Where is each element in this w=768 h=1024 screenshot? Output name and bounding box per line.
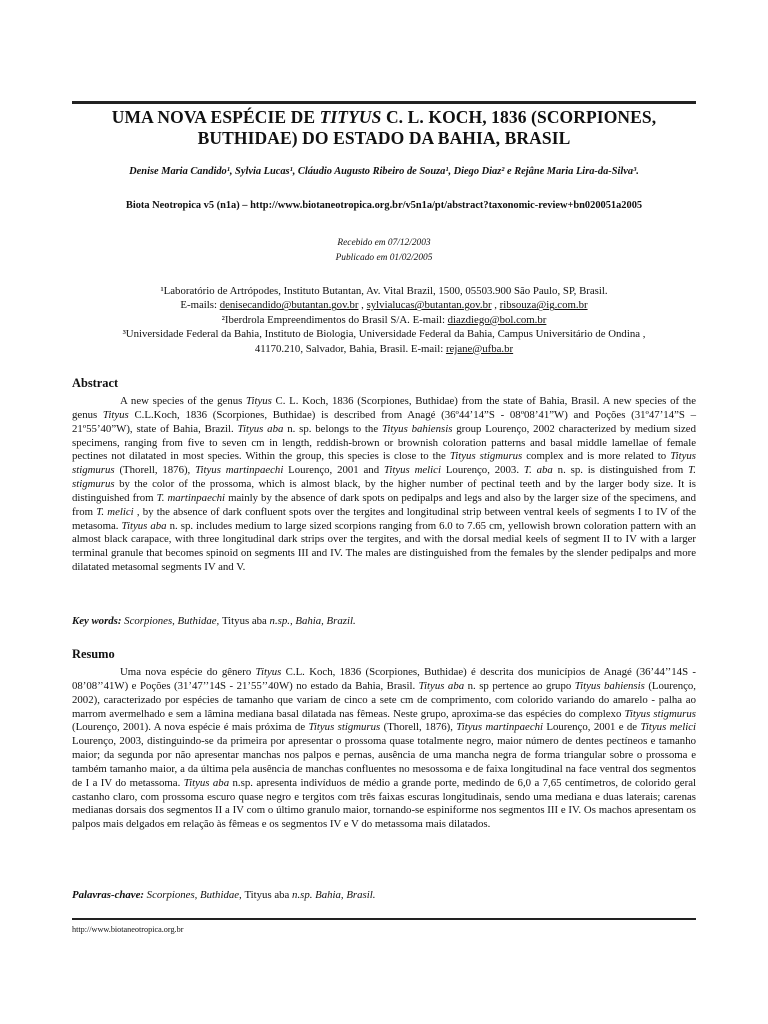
- published-date: Publicado em 01/02/2005: [335, 253, 433, 263]
- citation-line[interactable]: Biota Neotropica v5 (n1a) – http://www.biotaneotropica.org.br/v5n1a/pt/abstract?taxonomic-review+bn020051a2005: [125, 200, 643, 211]
- top-rule: [72, 101, 696, 104]
- email-link-lucas[interactable]: sylvialucas@butantan.gov.br: [366, 299, 492, 312]
- abstract-keywords: Key words: Scorpiones, Buthidae, Tityus aba n.sp., Bahia, Brazil.: [72, 615, 356, 627]
- affiliations: ¹Laboratório de Artrópodes, Instituto Butantan, Av. Vital Brazil, 1500, 05503.900 São Paulo, SP, Brasil. E-mails: denisecandido@butantan.gov.br , sylvialucas@butantan.gov.br , ribsouza@ig.com.br ²Iberdrola Empreendimentos do Brasil S/A. E-mail: diazdiego@bol.com.br ³Universidade Federal da Bahia, Instituto de Biologia, Universidade Federal da Bahia, Campus Universitário de Ondina , 41170.210, Salvador, Bahia, Brasil. E-mail: rejane@ufba.br: [122, 285, 646, 355]
- abstract-heading: Abstract: [72, 376, 119, 390]
- email-link-diaz[interactable]: diazdiego@bol.com.br: [447, 313, 547, 326]
- author-list: Denise Maria Candido¹, Sylvia Lucas¹, Cláudio Augusto Ribeiro de Souza¹, Diego Diaz² e Rejâne Maria Lira-da-Silva³.: [129, 166, 639, 177]
- abstract-text: A new species of the genus Tityus C. L. Koch, 1836 (Scorpiones, Buthidae) from the state of Bahia, Brasil. A new species of the genus Tityus C.L.Koch, 1836 (Scorpiones, Buthidae) is described from Anagé (36º44’14”S - 08º08’41”W) and Poções (31º47’14”S – 21º55’40”W), state of Bahia, Brazil. Tityus aba n. sp. belongs to the Tityus bahiensis group Lourenço, 2002 characterized by medium sized specimens, ranging from five to seven cm in length, reddish-brown or brownish coloration patterns and basal middle lamellae of female pectines not dilatated in most species. Within the group, this species is close to the Tityus stigmurus complex and is more related to Tityus stigmurus (Thorell, 1876), Tityus martinpaechi Lourenço, 2001 and Tityus melici Lourenço, 2003. T. aba n. sp. is distinguished from T. stigmurus by the color of the prossoma, which is almost black, by the higher number of pectinal teeth and by the larger body size. It is distinguished from T. martinpaechi mainly by the absence of dark spots on pedipalps and legs and also by the larger size of the specimens, and from T. melici , by the absence of dark confluent spots over the tergites and longitudinal strip between ventral keels of segments I to IV of the metasoma. Tityus aba n. sp. includes medium to large sized scorpions ranging from 6.0 to 7.65 cm, yellowish brown coloration pattern with an almost black carapace, with three longitudinal dark strips over the tergites, and with the dorsal medial keels of segment II to IV with a larger terminal granule that becomes spinoid on segments III and IV. The males are distinguished from the females by the slender pedipalps and more dilatated metasomal segments IV and V.: [72, 395, 697, 574]
- footer-url[interactable]: http://www.biotaneotropica.org.br: [72, 925, 184, 934]
- bottom-rule: [72, 918, 696, 920]
- resumo-keywords: Palavras-chave: Scorpiones, Buthidae, Tityus aba n.sp. Bahia, Brasil.: [72, 889, 376, 901]
- article-title: UMA NOVA ESPÉCIE DE TITYUS C. L. KOCH, 1836 (SCORPIONES, BUTHIDAE) DO ESTADO DA BAHIA, BRASIL: [111, 107, 657, 148]
- resumo-text: Uma nova espécie do gênero Tityus C.L. Koch, 1836 (Scorpiones, Buthidae) é descrita dos municípios de Anagé (36’44’’14S - 08’08’’41W) e Poções (31’47’’14S - 21’55’’40W) no estado da Bahia, Brasil. Tityus aba n. sp pertence ao grupo Tityus bahiensis (Lourenço, 2002), caracterizado por espécies de tamanho que variam de cinco a sete cm de comprimento, com colorido variando do amarelo - palha ao marrom avermelhado e sem a lâmina mediana basal dilatada nas fêmeas. Neste grupo, aproxima-se das espécies do complexo Tityus stigmurus (Lourenço, 2001). A nova espécie é mais próxima de Tityus stigmurus (Thorell, 1876), Tityus martinpaechi Lourenço, 2001 e de Tityus melici Lourenço, 2003, distinguindo-se da primeira por apresentar o prossoma quase totalmente negro, maior número de dentes pectíneos e tamanho maior; da segunda por não apresentar manchas nos palpos e pernas, ausência de uma mancha negra de forma triangular sobre o prossoma e também tamanho maior, a da última pela ausência de manchas confluentes no mesossoma e de faixa longitudinal na face ventral dos segmentos de I a IV do metassoma. Tityus aba n.sp. apresenta indivíduos de médio a grande porte, medindo de 6,0 a 7,65 centímetros, de colorido geral castanho claro, com prossoma escuro quase negro e tergitos com três faixas escuras longitudinais, sendo uma mediana e duas laterais; carenas medianas dorsais dos segmentos II a IV com o último granulo maior, tornando-se espiniforme nos segmentos III e IV. Os machos apresentam os palpos mais delgados em relação às fêmeas e os segmentos IV e V do metassoma mais dilatados.: [72, 666, 697, 831]
- email-link-lira[interactable]: rejane@ufba.br: [445, 342, 514, 355]
- resumo-heading: Resumo: [72, 647, 115, 661]
- email-link-souza[interactable]: ribsouza@ig.com.br: [499, 299, 588, 312]
- dates-block: [72, 236, 696, 266]
- email-link-candido[interactable]: denisecandido@butantan.gov.br: [219, 299, 359, 312]
- received-date: Recebido em 07/12/2003: [337, 238, 431, 248]
